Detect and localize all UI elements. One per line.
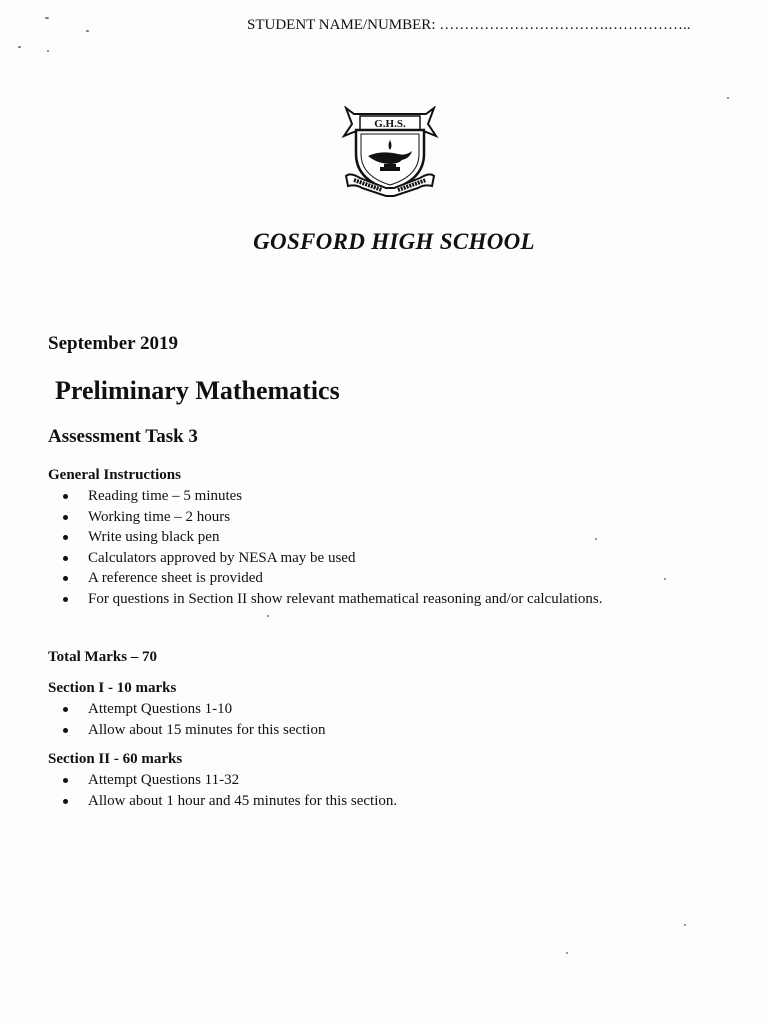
total-marks: Total Marks – 70 — [48, 649, 158, 665]
list-item: Allow about 1 hour and 45 minutes for this section. — [62, 791, 397, 812]
student-name-number-line — [247, 17, 690, 34]
scan-speck — [566, 952, 568, 954]
list-item: Attempt Questions 11-32 — [62, 770, 397, 791]
assessment-task: Assessment Task 3 — [48, 426, 198, 447]
list-item: Attempt Questions 1-10 — [62, 699, 325, 720]
exam-date: September 2019 — [48, 333, 178, 354]
scan-speck — [86, 30, 89, 32]
section-1-heading: Section I - 10 marks — [48, 680, 177, 696]
list-item: Reading time – 5 minutes — [62, 486, 602, 507]
section-2-heading: Section II - 60 marks — [48, 751, 183, 767]
general-instructions-list — [62, 486, 602, 609]
school-crest-icon — [340, 106, 440, 198]
crest-initials: G.H.S. — [374, 118, 406, 130]
scan-speck — [45, 17, 49, 19]
scan-speck — [18, 46, 21, 48]
student-name-label: STUDENT NAME/NUMBER: — [247, 17, 436, 33]
list-item: For questions in Section II show relevant mathematical reasoning and/or calculations. — [62, 589, 602, 610]
school-name: GOSFORD HIGH SCHOOL — [253, 229, 535, 254]
scan-speck — [664, 578, 666, 580]
section-1-list — [62, 699, 325, 740]
scan-speck — [727, 97, 729, 99]
list-item: Working time – 2 hours — [62, 507, 602, 528]
subject-title: Preliminary Mathematics — [55, 376, 340, 405]
general-instructions-heading: General Instructions — [48, 467, 181, 483]
student-name-blank: …………………………….…………….. — [439, 17, 691, 33]
list-item: Calculators approved by NESA may be used — [62, 548, 602, 569]
section-2-list — [62, 770, 397, 811]
scan-speck — [267, 615, 269, 617]
scan-speck — [47, 50, 49, 52]
list-item: A reference sheet is provided — [62, 568, 602, 589]
scan-speck — [684, 924, 686, 926]
list-item: Write using black pen — [62, 527, 602, 548]
list-item: Allow about 15 minutes for this section — [62, 720, 325, 741]
